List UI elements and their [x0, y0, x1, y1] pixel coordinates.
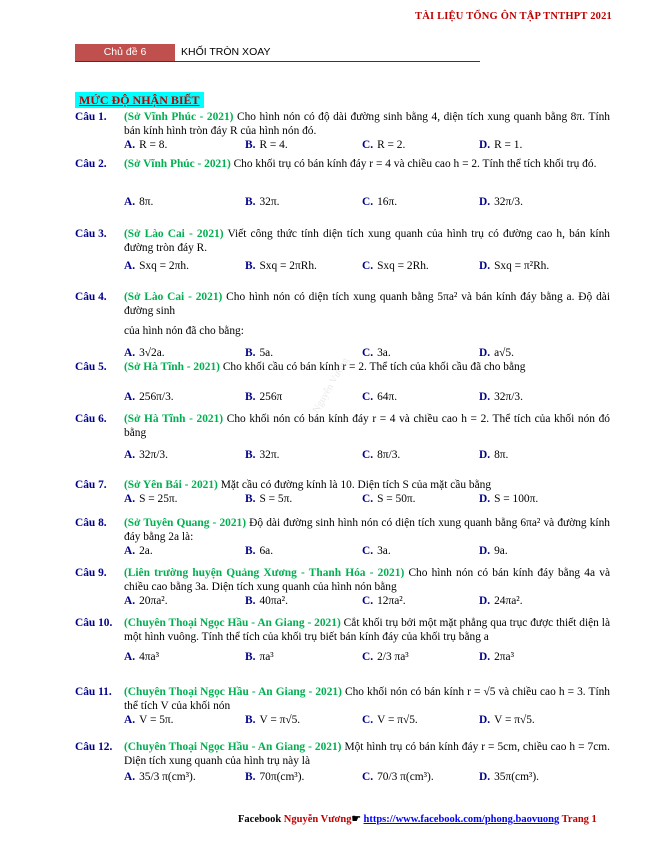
option-value: V = 5π.	[139, 714, 174, 726]
question-number: Câu 2.	[75, 158, 107, 170]
question-text	[124, 685, 610, 713]
question-stem: Cho hình nón có diện tích xung quanh bằng 5πa² và bán kính đáy bằng a. Độ dài đường sinh	[124, 291, 610, 317]
answer-row	[124, 259, 610, 273]
option-value: Sxq = 2πRh.	[259, 260, 317, 272]
option-value: 8π.	[139, 196, 154, 208]
answer-option	[362, 713, 418, 727]
question-source: (Sở Lào Cai - 2021)	[124, 291, 223, 303]
footer-facebook: Facebook	[238, 814, 284, 825]
answer-option	[124, 195, 153, 209]
answer-option	[362, 544, 391, 558]
option-letter: D.	[479, 493, 491, 505]
answer-option	[245, 594, 288, 608]
question-text	[124, 740, 610, 768]
answer-option	[124, 390, 174, 404]
answer-option	[479, 713, 535, 727]
answer-option	[479, 650, 514, 664]
option-letter: A.	[124, 493, 136, 505]
option-value: 35π(cm³).	[494, 771, 539, 783]
question-text	[124, 478, 610, 492]
answer-option	[245, 713, 300, 727]
question-source: (Sở Tuyên Quang - 2021)	[124, 517, 247, 529]
answer-option	[362, 594, 406, 608]
answer-row	[124, 713, 610, 727]
answer-row	[124, 650, 610, 664]
answer-option	[362, 770, 434, 784]
option-letter: B.	[245, 260, 256, 272]
answer-row	[124, 195, 610, 209]
option-value: 32π.	[259, 449, 280, 461]
answer-row	[124, 138, 610, 152]
question-stem: Cắt khối trụ bởi một mặt phẳng qua trục được thiết diện là một hình vuông. Tính thể tích của khối trụ biết bán kính đáy của khối trụ bằng a	[124, 617, 610, 643]
question-number: Câu 9.	[75, 567, 107, 579]
question-source: (Sở Hà Tĩnh - 2021)	[124, 413, 224, 425]
answer-option	[245, 544, 273, 558]
question-source: (Liên trường huyện Quảng Xương - Thanh Hóa - 2021)	[124, 567, 405, 579]
answer-option	[479, 346, 514, 360]
option-letter: A.	[124, 595, 136, 607]
answer-option	[124, 448, 168, 462]
option-letter: C.	[362, 139, 374, 151]
answer-option	[479, 492, 538, 506]
question-text	[124, 110, 610, 138]
question-stem: Độ dài đường sinh hình nón có diện tích xung quanh bằng 6πa² và đường kính đáy bằng 2a là:	[124, 517, 610, 543]
answer-row	[124, 770, 610, 784]
answer-option	[245, 195, 279, 209]
option-letter: C.	[362, 391, 374, 403]
question-10	[75, 616, 610, 663]
question-3	[75, 227, 610, 272]
option-letter: B.	[245, 651, 256, 663]
option-letter: A.	[124, 545, 136, 557]
option-letter: D.	[479, 347, 491, 359]
question-2	[75, 157, 610, 208]
answer-row	[124, 448, 610, 462]
question-stem: Cho khối nón có bán kính r = √5 và chiều cao h = 3. Tính thể tích V của khối nón	[124, 686, 610, 712]
question-source: (Sở Vĩnh Phúc - 2021)	[124, 111, 234, 123]
answer-option	[245, 770, 304, 784]
option-value: S = 5π.	[259, 493, 293, 505]
option-letter: B.	[245, 493, 256, 505]
option-letter: A.	[124, 449, 136, 461]
option-value: 70π(cm³).	[259, 771, 305, 783]
option-letter: D.	[479, 651, 491, 663]
topic-tag: Chủ đề 6	[75, 44, 175, 61]
option-value: 16π.	[377, 196, 398, 208]
question-number: Câu 6.	[75, 413, 107, 425]
question-number: Câu 5.	[75, 361, 107, 373]
option-value: 24πa².	[494, 595, 523, 607]
option-letter: B.	[245, 545, 256, 557]
question-number: Câu 8.	[75, 517, 107, 529]
watermark: Nguyễn Vương	[310, 355, 352, 416]
question-stem-cont: của hình nón đã cho bằng:	[124, 325, 244, 337]
option-letter: C.	[362, 595, 374, 607]
option-letter: C.	[362, 545, 374, 557]
answer-option	[479, 138, 522, 152]
answer-option	[479, 195, 523, 209]
option-value: 64π.	[377, 391, 398, 403]
answer-option	[124, 492, 178, 506]
option-letter: B.	[245, 449, 256, 461]
option-letter: B.	[245, 391, 256, 403]
option-letter: A.	[124, 651, 136, 663]
option-value: 40πa².	[259, 595, 288, 607]
level-heading: MỨC ĐỘ NHẬN BIẾT	[75, 92, 204, 108]
answer-option	[362, 195, 397, 209]
option-letter: C.	[362, 493, 374, 505]
option-letter: C.	[362, 449, 374, 461]
option-value: R = 8.	[139, 139, 168, 151]
question-source: (Sở Hà Tĩnh - 2021)	[124, 361, 220, 373]
option-value: 32π/3.	[494, 391, 523, 403]
answer-option	[362, 346, 391, 360]
answer-option	[245, 346, 273, 360]
option-value: 6a.	[259, 545, 274, 557]
topic-title: KHỐI TRÒN XOAY	[181, 46, 271, 58]
question-6	[75, 412, 610, 461]
option-letter: D.	[479, 595, 491, 607]
answer-option	[479, 770, 539, 784]
question-stem: Một hình trụ có bán kính đáy r = 5cm, chiều cao h = 7cm. Diện tích xung quanh của hình trụ này là	[124, 741, 610, 767]
answer-option	[362, 448, 400, 462]
option-value: 32π/3.	[139, 449, 168, 461]
option-letter: D.	[479, 545, 491, 557]
option-letter: A.	[124, 771, 136, 783]
option-letter: B.	[245, 771, 256, 783]
option-letter: A.	[124, 347, 136, 359]
option-letter: A.	[124, 196, 136, 208]
option-value: V = π√5.	[377, 714, 418, 726]
option-letter: B.	[245, 714, 256, 726]
answer-option	[245, 390, 282, 404]
answer-option	[479, 594, 523, 608]
answer-row	[124, 346, 610, 360]
question-source: (Sở Yên Bái - 2021)	[124, 479, 218, 491]
option-value: 3a.	[377, 545, 391, 557]
answer-option	[124, 594, 168, 608]
question-1	[75, 110, 610, 151]
question-stem: Cho khối nón có bán kính đáy r = 4 và chiều cao h = 2. Thể tích của khối nón đó bằng	[124, 413, 610, 439]
question-source: (Sở Lào Cai - 2021)	[124, 228, 224, 240]
option-value: R = 1.	[494, 139, 523, 151]
option-value: Sxq = 2Rh.	[377, 260, 429, 272]
question-number: Câu 1.	[75, 111, 107, 123]
topic-bar	[75, 44, 480, 62]
question-number: Câu 11.	[75, 686, 112, 698]
question-text	[124, 227, 610, 255]
option-value: S = 50π.	[377, 493, 416, 505]
question-source: (Chuyên Thoại Ngọc Hầu - An Giang - 2021)	[124, 686, 342, 698]
question-source: (Chuyên Thoại Ngọc Hầu - An Giang - 2021)	[124, 741, 342, 753]
option-letter: C.	[362, 714, 374, 726]
option-value: Sxq = 2πh.	[139, 260, 189, 272]
answer-option	[362, 138, 405, 152]
question-12	[75, 740, 610, 783]
option-letter: D.	[479, 771, 491, 783]
option-letter: D.	[479, 260, 491, 272]
option-value: 5a.	[259, 347, 274, 359]
question-text	[124, 157, 610, 171]
option-value: 256π/3.	[139, 391, 174, 403]
footer-arrow: ☛	[351, 814, 364, 825]
answer-option	[245, 650, 274, 664]
option-letter: C.	[362, 196, 374, 208]
question-text	[124, 616, 610, 644]
option-value: a√5.	[494, 347, 514, 359]
footer-author: Nguyễn Vương	[283, 814, 352, 825]
answer-option	[362, 492, 416, 506]
question-text	[124, 290, 610, 338]
option-letter: A.	[124, 714, 136, 726]
option-letter: C.	[362, 651, 374, 663]
option-letter: D.	[479, 196, 491, 208]
page-footer	[238, 813, 597, 825]
option-value: 3√2a.	[139, 347, 165, 359]
answer-option	[479, 390, 523, 404]
answer-option	[124, 713, 174, 727]
question-number: Câu 12.	[75, 741, 113, 753]
answer-option	[124, 650, 159, 664]
question-stem: Cho hình nón có độ dài đường sinh bằng 4, diện tích xung quanh bằng 8π. Tính bán kính hình tròn đáy R của hình nón đó.	[124, 111, 610, 137]
option-value: 8π/3.	[377, 449, 401, 461]
option-value: 8π.	[494, 449, 509, 461]
answer-option	[479, 448, 508, 462]
option-letter: B.	[245, 595, 256, 607]
question-stem: Cho hình nón có bán kính đáy bằng 4a và chiều cao bằng 3a. Diện tích xung quanh của hình nón bằng	[124, 567, 610, 593]
option-value: 3a.	[377, 347, 391, 359]
option-letter: A.	[124, 139, 136, 151]
option-letter: D.	[479, 391, 491, 403]
question-8	[75, 516, 610, 557]
option-letter: C.	[362, 347, 374, 359]
answer-option	[245, 259, 317, 273]
option-value: 2a.	[139, 545, 153, 557]
answer-row	[124, 390, 610, 404]
option-letter: C.	[362, 260, 374, 272]
question-11	[75, 685, 610, 726]
question-number: Câu 4.	[75, 291, 107, 303]
answer-option	[245, 138, 288, 152]
option-value: 70/3 π(cm³).	[377, 771, 434, 783]
answer-option	[124, 346, 165, 360]
option-value: V = π√5.	[259, 714, 301, 726]
answer-option	[124, 259, 189, 273]
question-stem: Cho khối trụ có bán kính đáy r = 4 và chiều cao h = 2. Tính thể tích khối trụ đó.	[230, 158, 597, 170]
question-7	[75, 478, 610, 505]
option-value: 2/3 πa³	[377, 651, 409, 663]
answer-option	[124, 544, 153, 558]
option-value: 4πa³	[139, 651, 159, 663]
question-number: Câu 7.	[75, 479, 107, 491]
option-value: V = π√5.	[494, 714, 535, 726]
footer-link[interactable]: https://www.facebook.com/phong.baovuong	[363, 814, 560, 825]
answer-row	[124, 492, 610, 506]
question-text	[124, 412, 610, 440]
question-source: (Sở Vĩnh Phúc - 2021)	[124, 158, 231, 170]
question-9	[75, 566, 610, 607]
option-letter: C.	[362, 771, 374, 783]
option-value: R = 4.	[259, 139, 288, 151]
option-value: 2πa³	[494, 651, 514, 663]
answer-option	[362, 390, 397, 404]
option-value: 256π	[259, 391, 283, 403]
option-value: R = 2.	[377, 139, 406, 151]
answer-option	[245, 492, 292, 506]
answer-option	[124, 770, 196, 784]
question-stem: Viết công thức tính diện tích xung quanh của hình trụ có đường cao h, bán kính đường tròn đáy R.	[124, 228, 610, 254]
option-letter: D.	[479, 139, 491, 151]
question-text	[124, 566, 610, 594]
option-letter: B.	[245, 347, 256, 359]
question-source: (Chuyên Thoại Ngọc Hầu - An Giang - 2021)	[124, 617, 341, 629]
option-value: πa³	[259, 651, 274, 663]
option-value: 32π/3.	[494, 196, 523, 208]
answer-option	[479, 259, 549, 273]
option-letter: B.	[245, 196, 256, 208]
question-number: Câu 10.	[75, 617, 113, 629]
document-header: TÀI LIỆU TỔNG ÔN TẬP TNTHPT 2021	[414, 11, 612, 22]
question-text	[124, 516, 610, 544]
option-letter: A.	[124, 391, 136, 403]
option-value: S = 100π.	[494, 493, 539, 505]
answer-row	[124, 594, 610, 608]
question-number: Câu 3.	[75, 228, 107, 240]
question-4	[75, 290, 610, 359]
option-value: 32π.	[259, 196, 280, 208]
option-value: 35/3 π(cm³).	[139, 771, 196, 783]
answer-option	[124, 138, 167, 152]
question-stem: Mặt cầu có đường kính là 10. Diện tích S của mặt cầu bằng	[217, 479, 492, 491]
answer-option	[245, 448, 279, 462]
footer-page: Trang 1	[559, 814, 597, 825]
option-value: 20πa².	[139, 595, 168, 607]
option-letter: D.	[479, 714, 491, 726]
option-letter: B.	[245, 139, 256, 151]
option-value: 12πa².	[377, 595, 406, 607]
option-value: 9a.	[494, 545, 508, 557]
option-value: S = 25π.	[139, 493, 178, 505]
option-value: Sxq = π²Rh.	[494, 260, 550, 272]
question-stem: Cho khối cầu có bán kính r = 2. Thể tích của khối cầu đã cho bằng	[219, 361, 526, 373]
option-letter: D.	[479, 449, 491, 461]
answer-row	[124, 544, 610, 558]
answer-option	[362, 650, 409, 664]
option-letter: A.	[124, 260, 136, 272]
answer-option	[362, 259, 429, 273]
question-text	[124, 360, 610, 374]
answer-option	[479, 544, 508, 558]
